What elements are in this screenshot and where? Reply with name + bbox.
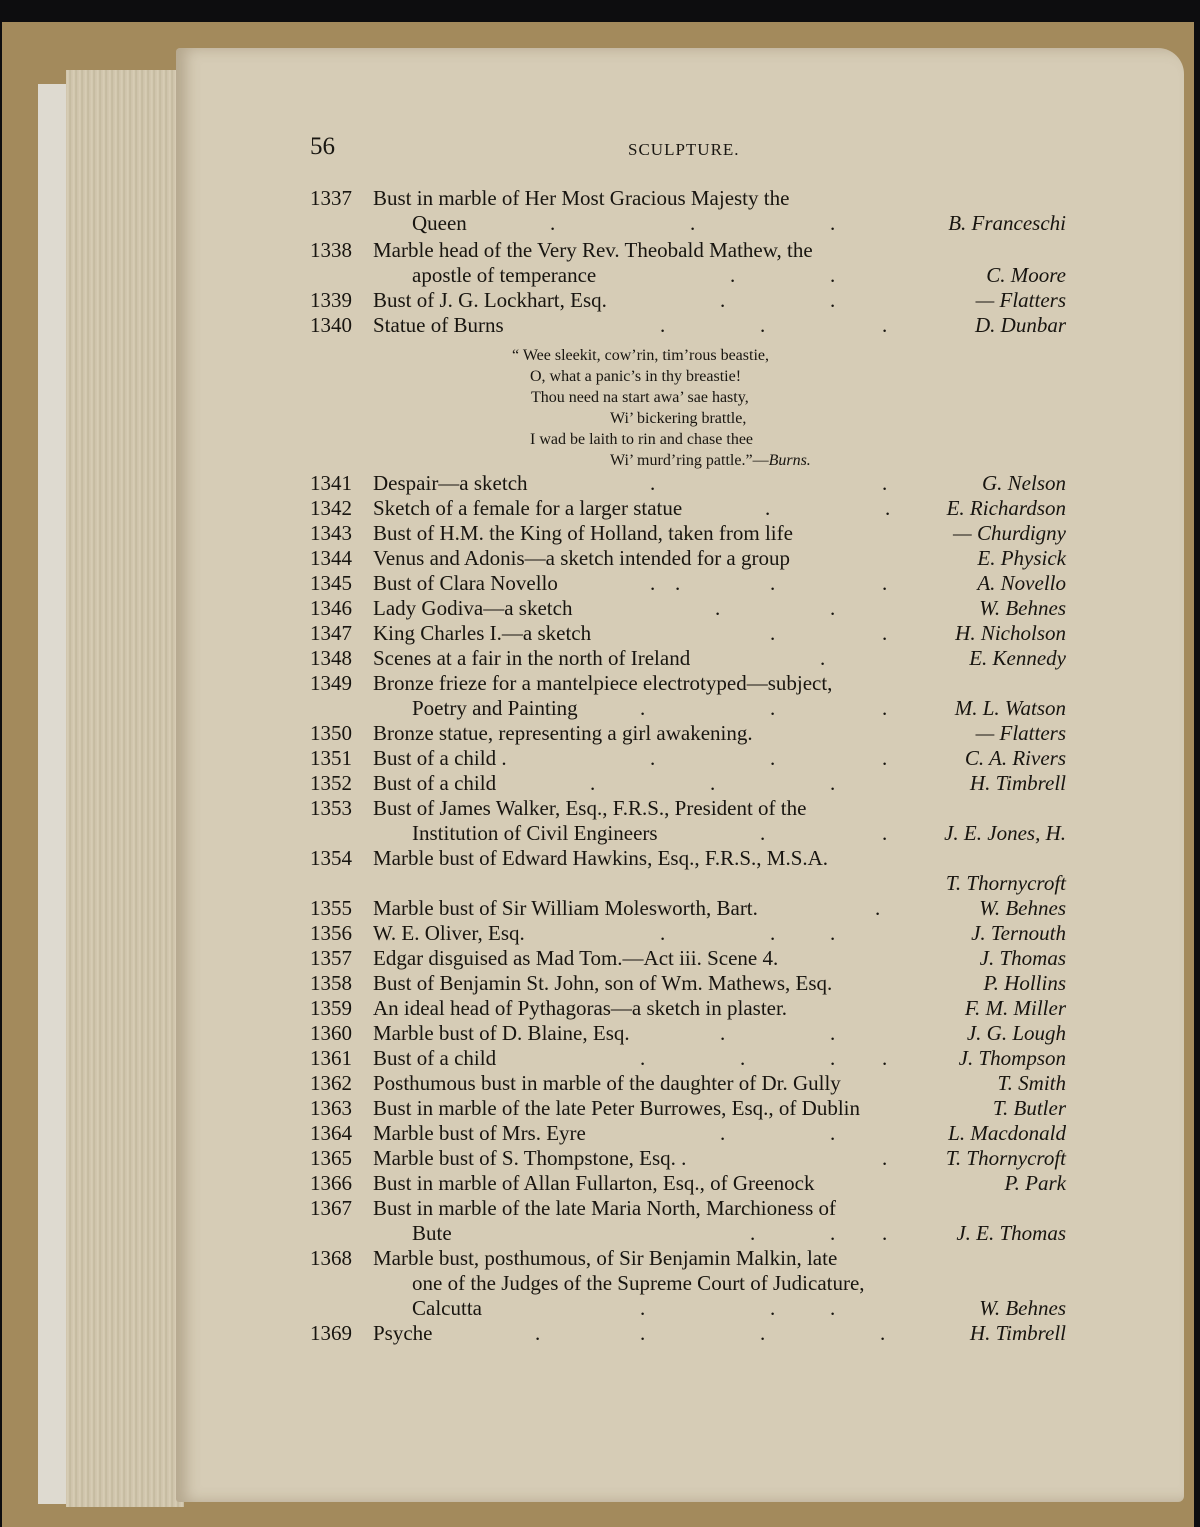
leader-dot: . <box>760 313 766 337</box>
poem-line: I wad be laith to rin and chase thee <box>530 431 754 448</box>
leader-dot: . <box>690 211 696 235</box>
entry-artist: E. Richardson <box>946 496 1066 520</box>
entry-line <box>310 696 1066 721</box>
leader-dot: . <box>715 596 721 620</box>
poem-line <box>610 450 811 471</box>
leader-dot: . <box>882 313 888 337</box>
entry-number: 1353 <box>310 796 352 820</box>
leader-dot: . <box>550 211 556 235</box>
entry-artist: — Churdigny <box>953 521 1066 545</box>
entry-artist: J. G. Lough <box>966 1021 1066 1045</box>
entry-line <box>310 186 1066 211</box>
entry-number: 1342 <box>310 496 352 520</box>
entry-artist: P. Hollins <box>983 971 1066 995</box>
entry-artist: J. Ternouth <box>971 921 1066 945</box>
entry-description: Scenes at a fair in the north of Ireland <box>373 646 691 670</box>
poem-line: O, what a panic’s in thy breastie! <box>530 368 742 385</box>
entry-number: 1369 <box>310 1321 352 1345</box>
entry-number: 1343 <box>310 521 352 545</box>
entry-line <box>310 621 1066 646</box>
entry-number: 1367 <box>310 1196 352 1220</box>
leader-dot: . <box>882 1221 888 1245</box>
entry-number: 1360 <box>310 1021 352 1045</box>
leader-dot: . <box>640 696 646 720</box>
entry-line <box>310 1171 1066 1196</box>
entry-line <box>310 571 1066 596</box>
entry-number: 1340 <box>310 313 352 337</box>
entry-number: 1354 <box>310 846 352 870</box>
entry-number: 1347 <box>310 621 352 645</box>
entry-line <box>310 1096 1066 1121</box>
entry-number: 1341 <box>310 471 352 495</box>
leader-dot: . <box>830 1221 836 1245</box>
entry-description: Bust in marble of the late Peter Burrowes, Esq., of Dublin <box>373 1096 860 1120</box>
entry-line <box>310 671 1066 696</box>
entry-artist: W. Behnes <box>979 1296 1066 1320</box>
entry-number: 1359 <box>310 996 352 1020</box>
entry-description: Lady Godiva—a sketch <box>373 596 573 620</box>
entry-number: 1350 <box>310 721 352 745</box>
leader-dot: . <box>880 1321 886 1345</box>
entry-number: 1348 <box>310 646 352 670</box>
leader-dot: . <box>830 771 836 795</box>
entry-description: Bust of James Walker, Esq., F.R.S., President of the <box>373 796 807 820</box>
entry-artist: T. Thornycroft <box>945 871 1066 895</box>
entry-description: Despair—a sketch <box>373 471 528 495</box>
leader-dot: . <box>660 921 666 945</box>
entry-line <box>310 211 1066 236</box>
entry-line <box>310 288 1066 313</box>
entry-line <box>310 1071 1066 1096</box>
entry-number: 1363 <box>310 1096 352 1120</box>
entry-line <box>310 471 1066 496</box>
entry-description: Marble bust of Mrs. Eyre <box>373 1121 586 1145</box>
entry-artist: — Flatters <box>975 288 1066 312</box>
leader-dot: . <box>830 211 836 235</box>
entry-description: King Charles I.—a sketch <box>373 621 592 645</box>
entry-artist: J. Thomas <box>979 946 1066 970</box>
entry-description: Calcutta <box>412 1296 482 1320</box>
leader-dot: . <box>650 471 656 495</box>
entry-number: 1351 <box>310 746 352 770</box>
entry-number: 1339 <box>310 288 352 312</box>
entry-line <box>310 921 1066 946</box>
entry-number: 1355 <box>310 896 352 920</box>
entry-artist: P. Park <box>1004 1171 1066 1195</box>
entry-number: 1368 <box>310 1246 352 1270</box>
page-block-edges <box>66 70 184 1507</box>
entry-artist: L. Macdonald <box>948 1121 1066 1145</box>
entry-line <box>310 971 1066 996</box>
entry-line <box>310 771 1066 796</box>
leader-dot: . <box>765 496 771 520</box>
leader-dot: . <box>720 1121 726 1145</box>
entry-line <box>310 646 1066 671</box>
leader-dot: . <box>750 1221 756 1245</box>
entry-line <box>310 746 1066 771</box>
leader-dot: . <box>830 921 836 945</box>
entry-line <box>310 596 1066 621</box>
poem-line: Thou need na start awa’ sae hasty, <box>531 389 749 406</box>
page-number: 56 <box>310 133 335 160</box>
entry-artist: W. Behnes <box>979 596 1066 620</box>
entry-description: Bronze statue, representing a girl awakening. <box>373 721 753 745</box>
leader-dot: . <box>770 696 776 720</box>
entry-artist: J. E. Jones, H. <box>944 821 1066 845</box>
entry-artist: M. L. Watson <box>954 696 1066 720</box>
entry-description: Marble head of the Very Rev. Theobald Mathew, the <box>373 238 813 262</box>
leader-dot: . <box>882 1146 888 1170</box>
entry-description: Posthumous bust in marble of the daughter of Dr. Gully <box>373 1071 841 1095</box>
entry-description: Institution of Civil Engineers <box>412 821 658 845</box>
leader-dot: . <box>830 1296 836 1320</box>
leader-dot: . <box>760 821 766 845</box>
entry-number: 1356 <box>310 921 352 945</box>
entry-line <box>310 996 1066 1021</box>
leader-dot: . <box>770 746 776 770</box>
entry-number: 1349 <box>310 671 352 695</box>
leader-dot: . <box>882 471 888 495</box>
leader-dot: . <box>882 696 888 720</box>
entry-description: Bust of J. G. Lockhart, Esq. <box>373 288 607 312</box>
entry-description: Bust of a child <box>373 1046 497 1070</box>
entry-line <box>310 313 1066 338</box>
entry-description: Bust of H.M. the King of Holland, taken from life <box>373 521 793 545</box>
leader-dot: . <box>770 571 776 595</box>
entry-artist: T. Thornycroft <box>945 1146 1066 1170</box>
entry-number: 1337 <box>310 186 352 210</box>
entry-description: Bust of a child <box>373 771 497 795</box>
entry-line <box>310 721 1066 746</box>
entry-description: Bust in marble of Her Most Gracious Majesty the <box>373 186 790 210</box>
entry-artist: G. Nelson <box>982 471 1066 495</box>
entry-line <box>310 946 1066 971</box>
leader-dot: . <box>650 746 656 770</box>
entry-artist: H. Timbrell <box>969 771 1066 795</box>
leader-dot: . <box>770 1296 776 1320</box>
leader-dot: . <box>720 1021 726 1045</box>
entry-number: 1345 <box>310 571 352 595</box>
entry-artist: D. Dunbar <box>974 313 1066 337</box>
leader-dot: . <box>830 1046 836 1070</box>
entry-line <box>310 846 1066 871</box>
leader-dot: . <box>675 571 681 595</box>
leader-dot: . <box>640 1321 646 1345</box>
entry-description: Queen <box>412 211 467 235</box>
leader-dot: . <box>660 313 666 337</box>
leader-dot: . <box>720 288 726 312</box>
leader-dot: . <box>830 288 836 312</box>
leader-dot: . <box>882 746 888 770</box>
entry-number: 1365 <box>310 1146 352 1170</box>
entry-description: Sketch of a female for a larger statue <box>373 496 683 520</box>
leader-dot: . <box>882 621 888 645</box>
entry-artist: — Flatters <box>975 721 1066 745</box>
entry-line <box>310 496 1066 521</box>
entry-line <box>310 1321 1066 1346</box>
entry-artist: C. Moore <box>986 263 1066 287</box>
entry-description: Poetry and Painting <box>412 696 578 720</box>
entry-description: Psyche <box>373 1321 433 1345</box>
leader-dot: . <box>830 1021 836 1045</box>
entry-number: 1352 <box>310 771 352 795</box>
entry-line <box>310 1246 1066 1271</box>
entry-description: apostle of temperance <box>412 263 597 287</box>
entry-artist: H. Nicholson <box>955 621 1066 645</box>
entry-description: Bust in marble of the late Maria North, Marchioness of <box>373 1196 837 1220</box>
entry-description: An ideal head of Pythagoras—a sketch in plaster. <box>373 996 788 1020</box>
leader-dot: . <box>730 263 736 287</box>
leader-dot: . <box>640 1046 646 1070</box>
poem-line: Wi’ bickering brattle, <box>610 410 747 427</box>
leader-dot: . <box>882 821 888 845</box>
entry-artist: A. Novello <box>977 571 1066 595</box>
entry-description: Bust in marble of Allan Fullarton, Esq., of Greenock <box>373 1171 815 1195</box>
entry-number: 1362 <box>310 1071 352 1095</box>
leader-dot: . <box>770 921 776 945</box>
entry-number: 1357 <box>310 946 352 970</box>
poem-last-line: Wi’ murd’ring pattle.”— <box>610 452 769 469</box>
entry-line <box>310 896 1066 921</box>
entry-line <box>310 238 1066 263</box>
leader-dot: . <box>882 571 888 595</box>
entry-description: Marble bust of Sir William Molesworth, Bart. <box>373 896 758 920</box>
entry-artist: J. E. Thomas <box>956 1221 1066 1245</box>
entry-artist: W. Behnes <box>979 896 1066 920</box>
entry-line <box>310 546 1066 571</box>
entry-line <box>310 796 1066 821</box>
entry-artist: E. Kennedy <box>969 646 1066 670</box>
entry-description: Bronze frieze for a mantelpiece electrotyped—subject, <box>373 671 833 695</box>
leader-dot: . <box>640 1296 646 1320</box>
entry-number: 1358 <box>310 971 352 995</box>
entry-description: Bust of a child . <box>373 746 507 770</box>
entry-description: one of the Judges of the Supreme Court of Judicature, <box>412 1271 865 1295</box>
entry-description: Marble bust of D. Blaine, Esq. <box>373 1021 630 1045</box>
entry-artist: E. Physick <box>977 546 1066 570</box>
leader-dot: . <box>590 771 596 795</box>
leader-dot: . <box>830 263 836 287</box>
page-title: SCULPTURE. <box>628 140 740 159</box>
entry-artist: H. Timbrell <box>969 1321 1066 1345</box>
entry-line <box>310 263 1066 288</box>
entry-description: Statue of Burns <box>373 313 504 337</box>
leader-dot: . <box>875 896 881 920</box>
entry-line <box>310 1221 1066 1246</box>
leader-dot: . <box>830 596 836 620</box>
entry-description: Marble bust of Edward Hawkins, Esq., F.R.S., M.S.A. <box>373 846 829 870</box>
entry-number: 1361 <box>310 1046 352 1070</box>
leader-dot: . <box>882 1046 888 1070</box>
entry-number: 1344 <box>310 546 352 570</box>
leader-dot: . <box>650 571 656 595</box>
paper-edge <box>38 84 66 1504</box>
leader-dot: . <box>770 621 776 645</box>
entry-description: Marble bust, posthumous, of Sir Benjamin Malkin, late <box>373 1246 838 1270</box>
entry-artist: F. M. Miller <box>964 996 1066 1020</box>
entry-line <box>310 1271 1066 1296</box>
leader-dot: . <box>885 496 891 520</box>
entry-number: 1366 <box>310 1171 352 1195</box>
entry-description: Bute <box>412 1221 452 1245</box>
entry-line <box>310 521 1066 546</box>
entry-line <box>310 871 1066 896</box>
leader-dot: . <box>710 771 716 795</box>
entry-description: Venus and Adonis—a sketch intended for a group <box>373 546 790 570</box>
entry-line <box>310 1046 1066 1071</box>
poem-line: “ Wee sleekit, cow’rin, tim’rous beastie, <box>512 347 769 364</box>
entry-line <box>310 1146 1066 1171</box>
entry-artist: T. Smith <box>997 1071 1066 1095</box>
entry-artist: C. A. Rivers <box>964 746 1066 770</box>
leader-dot: . <box>820 646 826 670</box>
leader-dot: . <box>830 1121 836 1145</box>
poem-citation: Burns. <box>768 452 811 469</box>
entry-number: 1364 <box>310 1121 352 1145</box>
entry-description: Bust of Benjamin St. John, son of Wm. Mathews, Esq. <box>373 971 833 995</box>
entry-artist: T. Butler <box>992 1096 1066 1120</box>
entry-description: Edgar disguised as Mad Tom.—Act iii. Scene 4. <box>373 946 779 970</box>
leader-dot: . <box>760 1321 766 1345</box>
entry-artist: J. Thompson <box>958 1046 1066 1070</box>
entry-number: 1338 <box>310 238 352 262</box>
entry-line <box>310 1196 1066 1221</box>
entry-line <box>310 1021 1066 1046</box>
entry-description: W. E. Oliver, Esq. <box>373 921 525 945</box>
leader-dot: . <box>535 1321 541 1345</box>
entry-description: Bust of Clara Novello <box>373 571 558 595</box>
entry-artist: B. Franceschi <box>948 211 1066 235</box>
entry-line <box>310 821 1066 846</box>
entry-number: 1346 <box>310 596 352 620</box>
entry-line <box>310 1296 1066 1321</box>
entry-line <box>310 1121 1066 1146</box>
entry-description: Marble bust of S. Thompstone, Esq. . <box>373 1146 687 1170</box>
leader-dot: . <box>740 1046 746 1070</box>
